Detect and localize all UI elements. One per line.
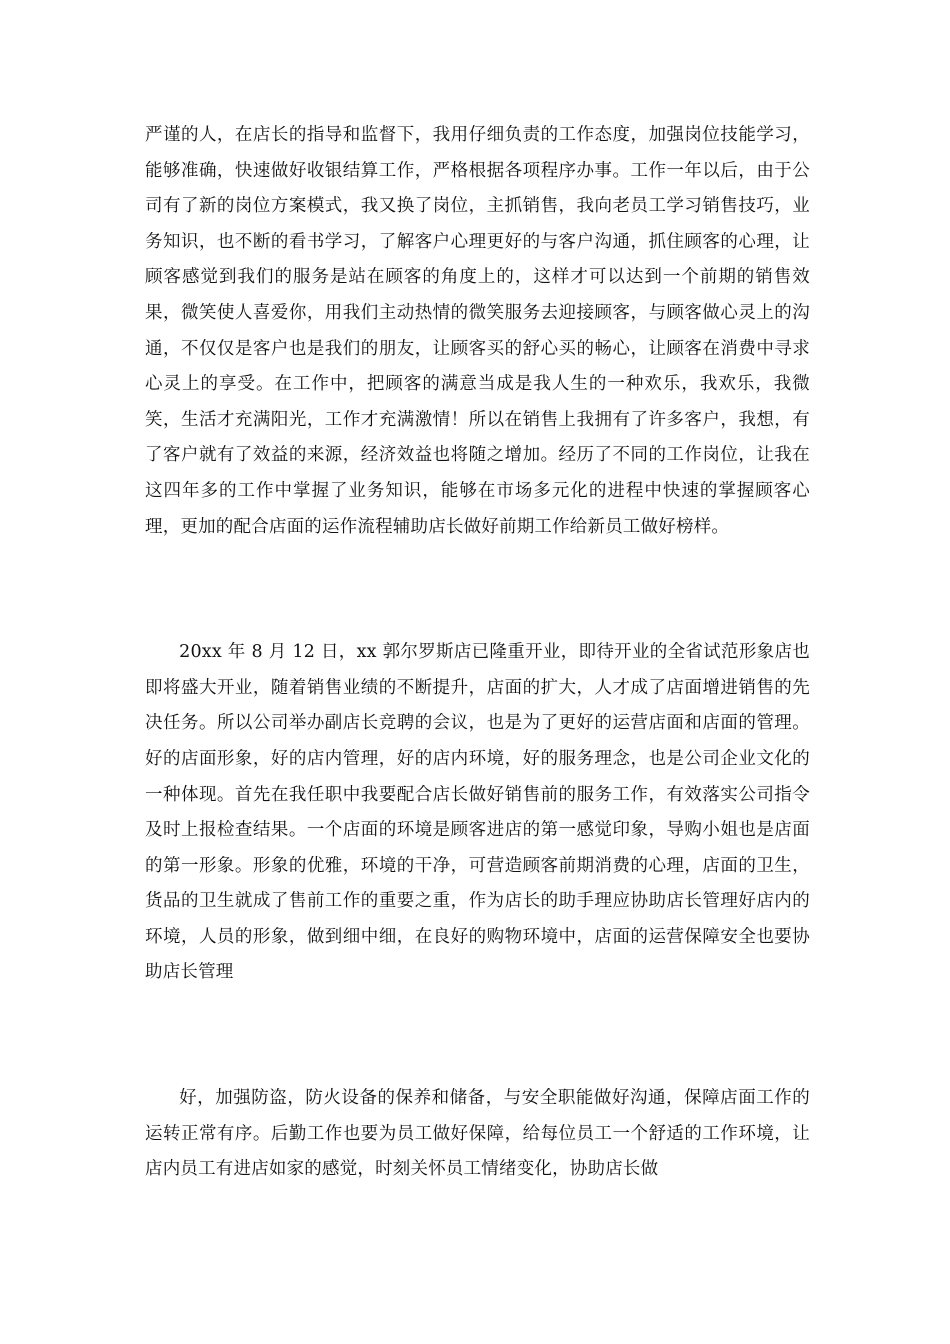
paragraph-2: 20xx 年 8 月 12 日，xx 郭尔罗斯店已隆重开业，即待开业的全省试范形象店也即将盛大开业，随着销售业绩的不断提升，店面的扩大，人才成了店面增进销售的先决任务。所以公司举办副店长竞聘的会议，也是为了更好的运营店面和店面的管理。好的店面形象，好的店内管理，好的店内环境，好的服务理念，也是公司企业文化的一种体现。首先在我任职中我要配合店长做好销售前的服务工作，有效落实公司指令及时上报检查结果。一个店面的环境是顾客进店的第一感觉印象，导购小姐也是店面的第一形象。形象的优雅，环境的干净，可营造顾客前期消费的心理，店面的卫生，货品的卫生就成了售前工作的重要之重，作为店长的助手理应协助店长管理好店内的环境，人员的形象，做到细中细，在良好的购物环境中，店面的运营保障安全也要协助店长管理 (145, 642, 810, 983)
paragraph-1: 严谨的人，在店长的指导和监督下，我用仔细负责的工作态度，加强岗位技能学习，能够准确，快速做好收银结算工作，严格根据各项程序办事。工作一年以后，由于公司有了新的岗位方案模式，我又换了岗位，主抓销售，我向老员工学习销售技巧，业务知识，也不断的看书学习，了解客户心理更好的与客户沟通，抓住顾客的心理，让顾客感觉到我们的服务是站在顾客的角度上的，这样才可以达到一个前期的销售效果，微笑使人喜爱你，用我们主动热情的微笑服务去迎接顾客，与顾客做心灵上的沟通，不仅仅是客户也是我们的朋友，让顾客买的舒心买的畅心，让顾客在消费中寻求心灵上的享受。在工作中，把顾客的满意当成是我人生的一种欢乐，我欢乐，我微笑，生活才充满阳光，工作才充满激情！所以在销售上我拥有了许多客户，我想，有了客户就有了效益的来源，经济效益也将随之增加。经历了不同的工作岗位，让我在这四年多的工作中掌握了业务知识，能够在市场多元化的进程中快速的掌握顾客心理，更加的配合店面的运作流程辅助店长做好前期工作给新员工做好榜样。 (145, 125, 810, 537)
paragraph-3: 好，加强防盗，防火设备的保养和储备，与安全职能做好沟通，保障店面工作的运转正常有序。后勤工作也要为员工做好保障，给每位员工一个舒适的工作环境，让店内员工有进店如家的感觉，时刻关怀员工情绪变化，协助店长做 (145, 1088, 810, 1180)
document-body (145, 118, 810, 1188)
